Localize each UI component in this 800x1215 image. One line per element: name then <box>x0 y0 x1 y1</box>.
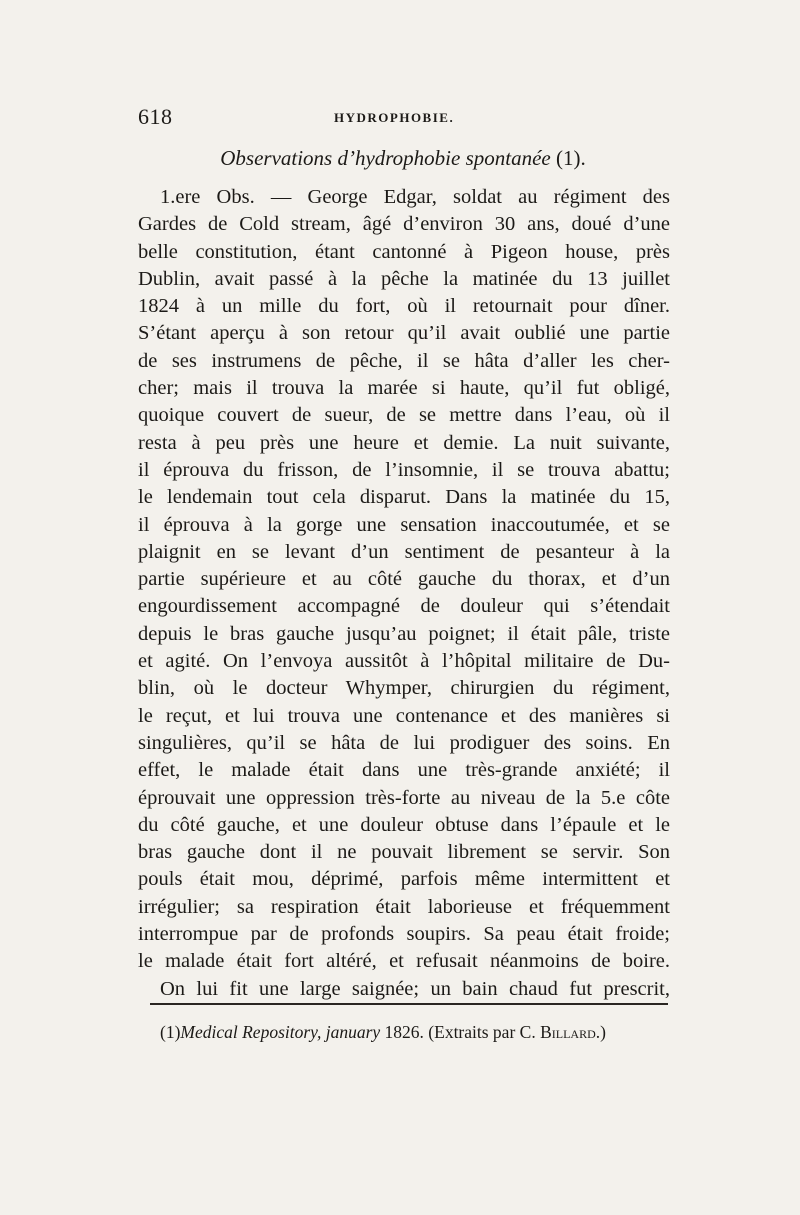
section-title-text: Observations d’hydrophobie spontanée <box>220 146 551 170</box>
footnote-marker: (1) <box>160 1022 181 1042</box>
text-line: de ses instrumens de pêche, il se hâta d’aller les cher- <box>138 349 670 372</box>
footnote-source: Medical Repository, january <box>180 1022 381 1042</box>
body-text <box>138 184 670 1003</box>
footnote-close: .) <box>595 1022 606 1042</box>
text-line: S’étant aperçu à son retour qu’il avait oublié une partie <box>138 322 670 345</box>
section-title <box>138 146 668 171</box>
text-line: belle constitution, étant cantonné à Pigeon house, près <box>138 240 670 263</box>
footnote-year: 1826. (Extraits par C. <box>380 1022 541 1042</box>
text-line: le reçut, et lui trouva une contenance et des manières si <box>138 704 670 727</box>
text-line: quoique couvert de sueur, de se mettre dans l’eau, où il <box>138 404 670 427</box>
text-line: le malade était fort altéré, et refusait néanmoins de boire. <box>138 950 670 973</box>
running-head <box>138 104 668 134</box>
text-line: depuis le bras gauche jusqu’au poignet; il était pâle, triste <box>138 622 670 645</box>
text-line: il éprouva du frisson, de l’insomnie, il se trouva abattu; <box>138 458 670 481</box>
footnote-author: Billard <box>540 1022 596 1042</box>
footnote-divider <box>150 1003 668 1005</box>
running-title: HYDROPHOBIE. <box>334 110 455 125</box>
text-line: engourdissement accompagné de douleur qui s’étendait <box>138 595 670 618</box>
page-number: 618 <box>138 104 173 129</box>
text-line: singulières, qu’il se hâta de lui prodiguer des soins. En <box>138 731 670 754</box>
text-line: du côté gauche, et une douleur obtuse dans l’épaule et le <box>138 813 670 836</box>
text-line: partie supérieure et au côté gauche du thorax, et d’un <box>138 568 670 591</box>
text-line: Gardes de Cold stream, âgé d’environ 30 ans, doué d’une <box>138 213 670 236</box>
text-line: bras gauche dont il ne pouvait librement se servir. Son <box>138 841 670 864</box>
text-line: interrompue par de profonds soupirs. Sa peau était froide; <box>138 923 670 946</box>
text-line: effet, le malade était dans une très-grande anxiété; il <box>138 759 670 782</box>
text-line: cher; mais il trouva la marée si haute, qu’il fut obligé, <box>138 377 670 400</box>
text-line: On lui fit une large saignée; un bain chaud fut prescrit, <box>160 977 670 1000</box>
text-line: il éprouva à la gorge une sensation inaccoutumée, et se <box>138 513 670 536</box>
text-line: plaignit en se levant d’un sentiment de pesanteur à la <box>138 540 670 563</box>
text-line: éprouvait une oppression très-forte au niveau de la 5.e côte <box>138 786 670 809</box>
footnote <box>160 1022 670 1043</box>
text-line: irrégulier; sa respiration était laborieuse et fréquemment <box>138 895 670 918</box>
text-line: le lendemain tout cela disparut. Dans la matinée du 15, <box>138 486 670 509</box>
footnote-reference: (1). <box>556 146 586 170</box>
text-line: blin, où le docteur Whymper, chirurgien du régiment, <box>138 677 670 700</box>
text-line: et agité. On l’envoya aussitôt à l’hôpital militaire de Du- <box>138 650 670 673</box>
text-line: resta à peu près une heure et demie. La nuit suivante, <box>138 431 670 454</box>
text-line: 1.ere Obs. — George Edgar, soldat au régiment des <box>160 186 670 208</box>
text-line: Dublin, avait passé à la pêche la matinée du 13 juillet <box>138 267 670 290</box>
text-line: pouls était mou, déprimé, parfois même intermittent et <box>138 868 670 891</box>
text-line: 1824 à un mille du fort, où il retournait pour dîner. <box>138 295 670 318</box>
